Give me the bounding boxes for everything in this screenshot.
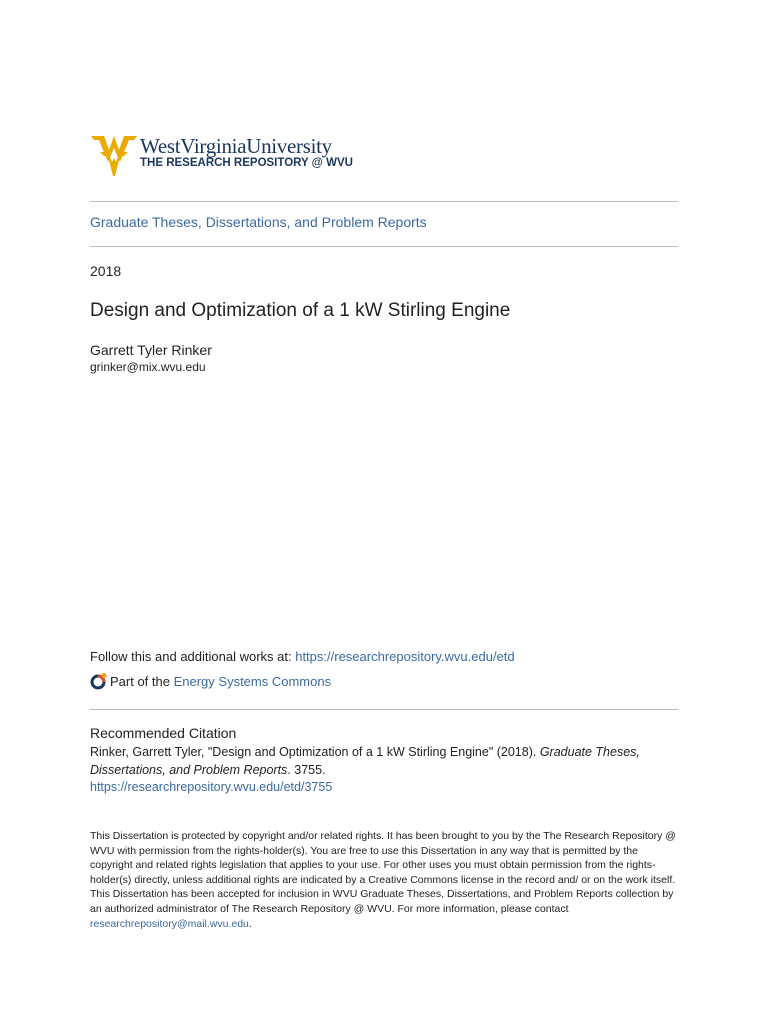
divider	[90, 201, 678, 202]
cover-page	[90, 0, 678, 1024]
energy-systems-commons-link[interactable]: Energy Systems Commons	[173, 674, 332, 689]
citation-heading: Recommended Citation	[90, 725, 237, 741]
follow-prefix: Follow this and additional works at:	[90, 649, 296, 664]
publication-year: 2018	[90, 263, 122, 279]
copyright-notice	[90, 829, 678, 931]
wvu-logo[interactable]	[90, 132, 390, 178]
citation-series: Graduate Theses, Dissertations, and Problem Reports	[90, 745, 640, 777]
author-name: Garrett Tyler Rinker	[90, 342, 212, 358]
part-of-line	[90, 672, 331, 692]
divider	[90, 246, 678, 247]
divider	[90, 709, 678, 710]
network-commons-icon	[90, 672, 108, 690]
etd-collection-link[interactable]: https://researchrepository.wvu.edu/etd	[295, 649, 515, 664]
flying-wv-icon	[90, 132, 138, 178]
repository-name: THE RESEARCH REPOSITORY @ WVU	[140, 157, 353, 169]
series-link[interactable]: Graduate Theses, Dissertations, and Problem Reports	[90, 214, 427, 230]
citation-text	[90, 744, 650, 797]
university-name: WestVirginiaUniversity	[140, 134, 332, 158]
citation-url-link[interactable]: https://researchrepository.wvu.edu/etd/3755	[90, 780, 333, 794]
follow-line	[90, 649, 515, 664]
citation-end: . 3755.	[287, 762, 326, 777]
part-of-prefix: Part of the	[110, 674, 174, 689]
author-email: grinker@mix.wvu.edu	[90, 360, 206, 374]
document-title: Design and Optimization of a 1 kW Stirling Engine	[90, 300, 511, 321]
contact-email-link[interactable]: researchrepository@mail.wvu.edu	[90, 917, 249, 930]
notice-text: This Dissertation is protected by copyright and/or related rights. It has been brought to you by the The Research Repository @ WVU with permission from the rights-holder(s). You are free to use this Dissertation in any way that is permitted by the copyright and related rights legislation that applies to your use. For other uses you must obtain permission from the rights-holder(s) directly, unless additional rights are indicated by a Creative Commons license in the record and/ or on the work itself. This Dissertation has been accepted for inclusion in WVU Graduate Theses, Dissertations, and Problem Reports collection by an authorized administrator of The Research Repository @ WVU. For more information, please contact	[90, 830, 676, 915]
notice-end: .	[248, 917, 252, 930]
citation-start: Rinker, Garrett Tyler, "Design and Optimization of a 1 kW Stirling Engine" (2018).	[90, 745, 540, 759]
